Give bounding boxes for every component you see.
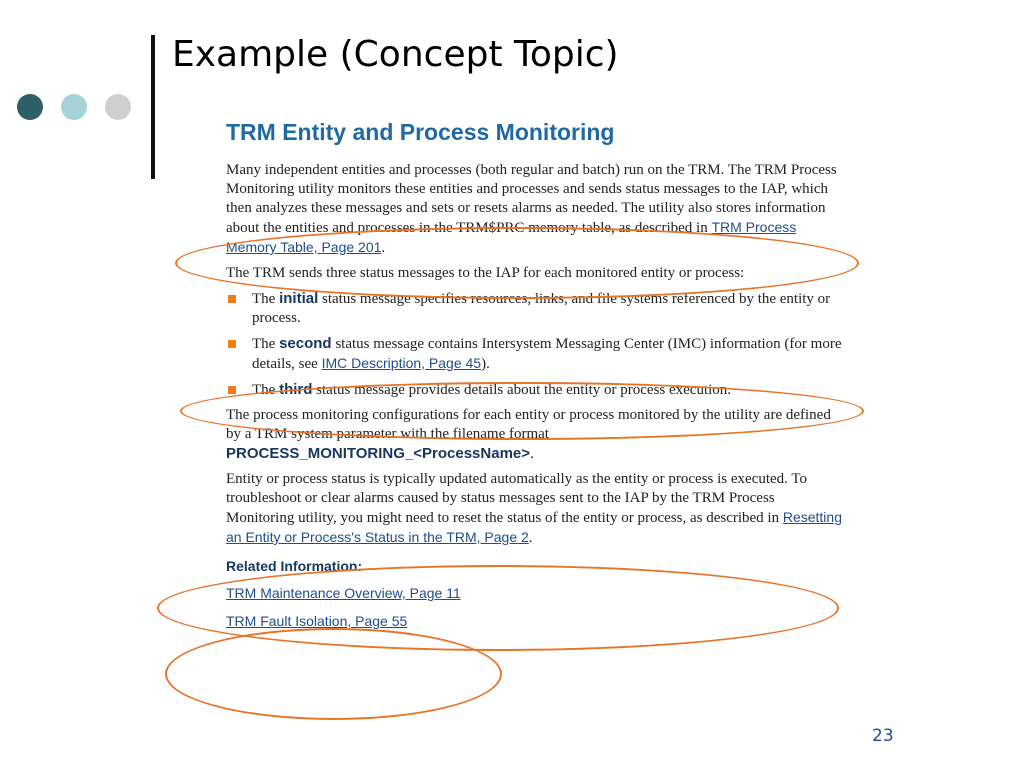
punctuation: . xyxy=(381,240,386,256)
bullet-text: The xyxy=(252,382,280,398)
punctuation: . xyxy=(530,446,534,462)
paragraph-troubleshoot-text: Entity or process status is typically updated automatically as the entity or process is executed. To troubleshoot or clear alarms caused by status messages sent to the IAP by the TRM Process Monitoring utility, you might need to reset the status of the entity or process, as described in xyxy=(226,471,808,526)
paragraph-intro-text: Many independent entities and processes (both regular and batch) run on the TRM. The TRM Process Monitoring utility monitors these entities and processes and sends status messages to the IAP, which then analyzes these messages and sets or resets alarms as needed. The utility also stores information about the entities and processes in the TRM$PRC memory table, as described in xyxy=(226,162,837,236)
bullet-keyword: initial xyxy=(279,290,319,307)
list-item-third xyxy=(226,380,844,400)
title-divider-bar xyxy=(151,35,155,179)
punctuation: . xyxy=(528,530,533,546)
highlight-oval-related xyxy=(165,628,502,720)
bullet-keyword: second xyxy=(279,335,332,352)
paragraph-configuration-text: The process monitoring configurations for each entity or process monitored by the utility are defined by a TRM system parameter with the filename format xyxy=(226,407,831,442)
filename-format: PROCESS_MONITORING_<ProcessName> xyxy=(226,445,531,462)
decorative-dot-light xyxy=(61,94,87,120)
document-excerpt xyxy=(226,117,844,640)
link-imc-description[interactable]: IMC Description, Page 45 xyxy=(321,355,482,371)
page-number: 23 xyxy=(872,726,894,746)
bullet-text: status message contains Intersystem Messaging Center (IMC) information (for more details, see xyxy=(252,336,842,372)
paragraph-configuration xyxy=(226,406,844,464)
link-trm-maintenance-overview[interactable]: TRM Maintenance Overview, Page 11 xyxy=(226,585,461,601)
link-trm-fault-isolation[interactable]: TRM Fault Isolation, Page 55 xyxy=(226,613,408,629)
bullet-square-icon xyxy=(228,386,236,394)
document-title: TRM Entity and Process Monitoring xyxy=(226,119,615,145)
bullet-text: status message specifies resources, links, and file systems referenced by the entity or process. xyxy=(252,291,831,326)
paragraph-status-messages: The TRM sends three status messages to the IAP for each monitored entity or process: xyxy=(226,265,745,281)
list-item-initial xyxy=(226,289,844,328)
bullet-text: The xyxy=(252,291,280,307)
bullet-keyword: third xyxy=(279,381,313,398)
list-item-second xyxy=(226,334,844,374)
link-trm-process-memory-table[interactable]: TRM Process Memory Table, Page 201 xyxy=(226,219,797,255)
bullet-text: The xyxy=(252,336,280,352)
slide-title: Example (Concept Topic) xyxy=(172,34,619,75)
decorative-dot-dark xyxy=(17,94,43,120)
paragraph-intro xyxy=(226,161,844,258)
paragraph-troubleshoot xyxy=(226,470,844,548)
bullet-square-icon xyxy=(228,340,236,348)
bullet-square-icon xyxy=(228,295,236,303)
status-message-list xyxy=(226,289,844,400)
link-resetting-entity-status[interactable]: Resetting an Entity or Process's Status in the TRM, Page 2 xyxy=(226,509,842,545)
related-information-heading: Related Information: xyxy=(226,558,363,574)
decorative-dot-grey xyxy=(105,94,131,120)
punctuation: ). xyxy=(481,356,490,372)
bullet-text: status message provides details about the entity or process execution. xyxy=(312,382,732,398)
